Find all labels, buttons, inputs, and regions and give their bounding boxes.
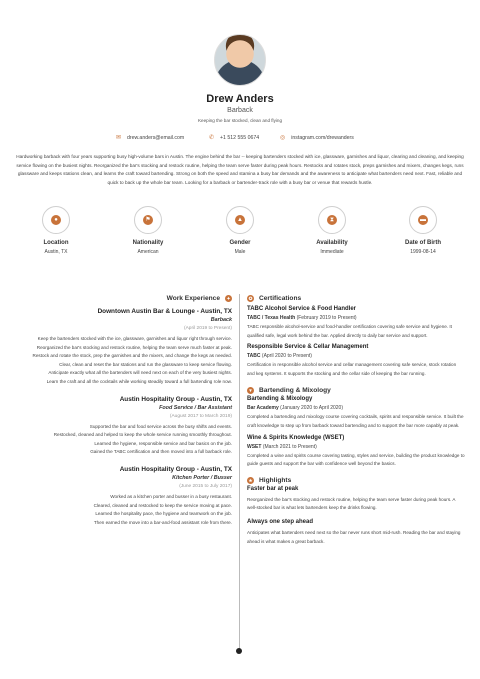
item-meta bbox=[247, 444, 465, 450]
fact-value: American bbox=[137, 249, 159, 255]
job-bullet: Keep the bartenders stocked with the ice, glassware, garnishes and liquor right through service. bbox=[37, 336, 232, 341]
item-title: Responsible Service & Cellar Management bbox=[247, 344, 369, 351]
contact-bar bbox=[0, 134, 480, 144]
job-entry bbox=[16, 308, 232, 387]
item-meta bbox=[247, 405, 465, 411]
fact-label: Date of Birth bbox=[405, 240, 441, 246]
hourglass-icon: ⧗ bbox=[327, 215, 337, 225]
fact-label: Nationality bbox=[132, 240, 164, 246]
item-dates: (April 2020 to Present) bbox=[261, 353, 312, 360]
job-company: Downtown Austin Bar & Lounge - Austin, TX bbox=[97, 308, 232, 315]
job-company: Austin Hospitality Group - Austin, TX bbox=[119, 465, 232, 473]
training-entry bbox=[247, 435, 465, 469]
item-meta bbox=[247, 315, 465, 321]
section-title bbox=[247, 477, 465, 484]
job-bullets bbox=[16, 423, 232, 457]
contact-email-text: drew.anders@email.com bbox=[127, 134, 185, 141]
star-icon: ★ bbox=[248, 477, 253, 483]
section-title bbox=[16, 295, 232, 302]
timeline-end-dot bbox=[236, 648, 242, 654]
phone-icon: ✆ bbox=[209, 135, 215, 141]
job-bullet: Restocked, cleaned and helped to keep the whole service running smoothly throughout. bbox=[53, 432, 232, 438]
personal-facts bbox=[0, 206, 480, 266]
item-description: Completed a bartending and mixology course covering cocktails, spirits and responsible service. It built the craft knowledge to step up from barback toward bartending and to support the bar more capably at peak. bbox=[247, 414, 464, 428]
job-bullet: Cleared, cleaned and restocked to keep the service moving at pace. bbox=[93, 502, 232, 508]
contact-email[interactable] bbox=[116, 134, 184, 141]
fact-label: Gender bbox=[229, 240, 251, 246]
cake-icon: ▬ bbox=[420, 217, 426, 223]
fact-circle bbox=[42, 206, 70, 234]
candidate-tagline: Keeping the bar stocked, clean and flying bbox=[197, 118, 283, 123]
job-entry bbox=[16, 396, 232, 457]
job-dates: (June 2015 to July 2017) bbox=[179, 483, 232, 489]
highlight-entry bbox=[247, 486, 465, 513]
fact-circle bbox=[318, 206, 346, 234]
job-bullet: Worked as a kitchen porter and busser in a busy restaurant. bbox=[110, 493, 232, 499]
job-bullet: Anticipate exactly what all the bartenders will need next on each of the very busiest nights. bbox=[48, 370, 232, 376]
cocktail-icon: ▼ bbox=[248, 388, 253, 394]
fact-value: Male bbox=[234, 249, 246, 255]
briefcase-icon: ✦ bbox=[226, 296, 231, 301]
avatar bbox=[214, 34, 266, 86]
job-bullet: Learned the hygiene, responsible service and bar basics on the job. bbox=[94, 440, 232, 446]
timeline-line bbox=[239, 294, 240, 650]
job-bullet: Supported the bar and food service across the busy shifts and events. bbox=[89, 423, 232, 429]
job-bullets bbox=[16, 335, 232, 387]
contact-instagram-text: instagram.com/drewanders bbox=[291, 134, 354, 141]
item-title: Always one step ahead bbox=[247, 518, 314, 525]
item-issuer: WSET bbox=[247, 443, 262, 450]
fact-value: 1999-08-14 bbox=[410, 249, 436, 255]
training-entry bbox=[247, 396, 465, 430]
fact-circle bbox=[409, 206, 437, 234]
training-title: Bartending & Mixology bbox=[259, 387, 331, 395]
item-meta bbox=[247, 353, 465, 359]
job-bullet: Gained the TABC certification and then moved into a full barback role. bbox=[90, 449, 232, 455]
job-bullets bbox=[16, 493, 232, 527]
job-entry bbox=[16, 466, 232, 527]
job-bullet: Reorganized the bar's stocking and restock routine, helping the team serve much faster at peak. bbox=[36, 344, 232, 350]
item-issuer: Bar Academy bbox=[247, 405, 279, 412]
fact-availability bbox=[292, 206, 372, 255]
job-title: Kitchen Porter / Busser bbox=[172, 474, 232, 481]
right-column bbox=[247, 295, 465, 546]
certificate-icon: ✪ bbox=[248, 296, 253, 301]
flag-icon: ⚑ bbox=[143, 215, 153, 225]
item-description: TABC responsible alcohol-service and food-handler certification covering safe service and hygiene. It qualified safe, legal work behind the bar. Applied directly to daily bar service and support. bbox=[247, 324, 452, 338]
fact-circle bbox=[226, 206, 254, 234]
highlight-entry bbox=[247, 519, 465, 546]
summary: Hardworking barback with four years supporting busy high-volume bars in Austin. The engine behind the bar -- keeping bartenders stocked with ice, glassware, garnishes and liquor, clearing and cleaning, and keeping service flowing on the busiest nights. Reorganized the bar's stocking and restock routine, helping the team serve faster during peak hours. Restocks and rotates stock, preps garnishes and mixers, changes kegs, runs glassware and keeps stations clean, and learns the craft toward bartending. Strong on both the speed and stamina a busy bar demands and the awareness to anticipate what bartenders need next. Fast, reliable and quick to back up the whole bar team. Looking for a barback or bartender-track role with a busy bar or venue that rewards hustle. bbox=[16, 154, 464, 185]
contact-instagram[interactable] bbox=[280, 134, 354, 141]
job-bullet: Then earned the move into a bar-and-food assistant role from there. bbox=[93, 519, 232, 525]
job-title: Barback bbox=[210, 317, 232, 323]
job-dates: (August 2017 to March 2019) bbox=[169, 413, 232, 419]
fact-circle bbox=[134, 206, 162, 234]
item-title: TABC Alcohol Service & Food Handler bbox=[247, 306, 357, 312]
contact-phone-text: +1 512 555 0674 bbox=[220, 134, 260, 141]
instagram-icon: ◎ bbox=[280, 135, 286, 141]
location-icon: ● bbox=[51, 215, 61, 225]
item-description: Anticipates what bartenders need next so the bar never runs short mid-rush. Reading the bar and staying ahead is what makes a great barback. bbox=[247, 529, 461, 544]
item-dates: (January 2020 to April 2020) bbox=[280, 405, 343, 412]
item-issuer: TABC bbox=[247, 353, 261, 360]
candidate-role: Barback bbox=[227, 107, 253, 114]
person-icon: ▲ bbox=[235, 215, 245, 225]
job-bullet: Clear, clean and reset the bar stations and run the glassware to keep service flowing. bbox=[59, 361, 232, 367]
item-description: Certification in responsible alcohol service and cellar management covering safe service, stock rotation and keg systems. It supports the stocking and the cellar side of keeping the bar running. bbox=[247, 362, 457, 376]
work-experience-section bbox=[16, 295, 232, 527]
section-title bbox=[247, 295, 465, 302]
item-title: Wine & Spirits Knowledge (WSET) bbox=[247, 434, 345, 441]
job-bullet: Learned the hospitality pace, the hygiene and teamwork on the job. bbox=[95, 511, 232, 517]
candidate-name: Drew Anders bbox=[206, 93, 274, 105]
job-dates: (April 2019 to Present) bbox=[184, 326, 232, 331]
work-experience-title: Work Experience bbox=[166, 295, 220, 302]
fact-label: Location bbox=[43, 240, 69, 246]
fact-label: Availability bbox=[316, 240, 348, 246]
item-dates: (February 2019 to Present) bbox=[296, 315, 357, 321]
section-title bbox=[247, 387, 465, 394]
item-title: Bartending & Mixology bbox=[247, 396, 313, 403]
email-icon: ✉ bbox=[116, 135, 122, 141]
fact-gender bbox=[200, 206, 280, 255]
item-title: Faster bar at peak bbox=[247, 485, 299, 492]
item-issuer: TABC / Texas Health bbox=[247, 315, 296, 321]
job-bullet: Restock and rotate the stock, prep the garnishes and the mixers, and change the kegs as needed. bbox=[32, 353, 232, 359]
fact-nationality bbox=[108, 206, 188, 255]
certification-entry bbox=[247, 306, 465, 340]
item-dates: (March 2021 to Present) bbox=[262, 443, 317, 450]
job-company: Austin Hospitality Group - Austin, TX bbox=[119, 395, 232, 403]
fact-location bbox=[16, 206, 96, 255]
fact-value: Immediate bbox=[320, 249, 344, 255]
item-description: Reorganized the bar's stocking and restock routine, helping the team serve faster during peak hours. A well-stocked bar is what lets bartenders keep the drinks flowing. bbox=[247, 496, 456, 511]
certification-entry bbox=[247, 344, 465, 378]
item-description: Completed a wine and spirits course covering tasting, styles and service, building the product knowledge to guide guests and support the bar with confidence well beyond the basics. bbox=[247, 452, 465, 467]
fact-value: Austin, TX bbox=[44, 249, 68, 255]
job-bullet: Learn the craft and all the cocktails while working steadily toward a full bartending role now. bbox=[46, 378, 232, 384]
certifications-title: Certifications bbox=[259, 295, 302, 302]
job-title: Food Service / Bar Assistant bbox=[159, 404, 232, 411]
highlights-title: Highlights bbox=[259, 476, 292, 484]
fact-date-of-birth bbox=[383, 206, 463, 255]
contact-phone[interactable] bbox=[209, 134, 259, 141]
